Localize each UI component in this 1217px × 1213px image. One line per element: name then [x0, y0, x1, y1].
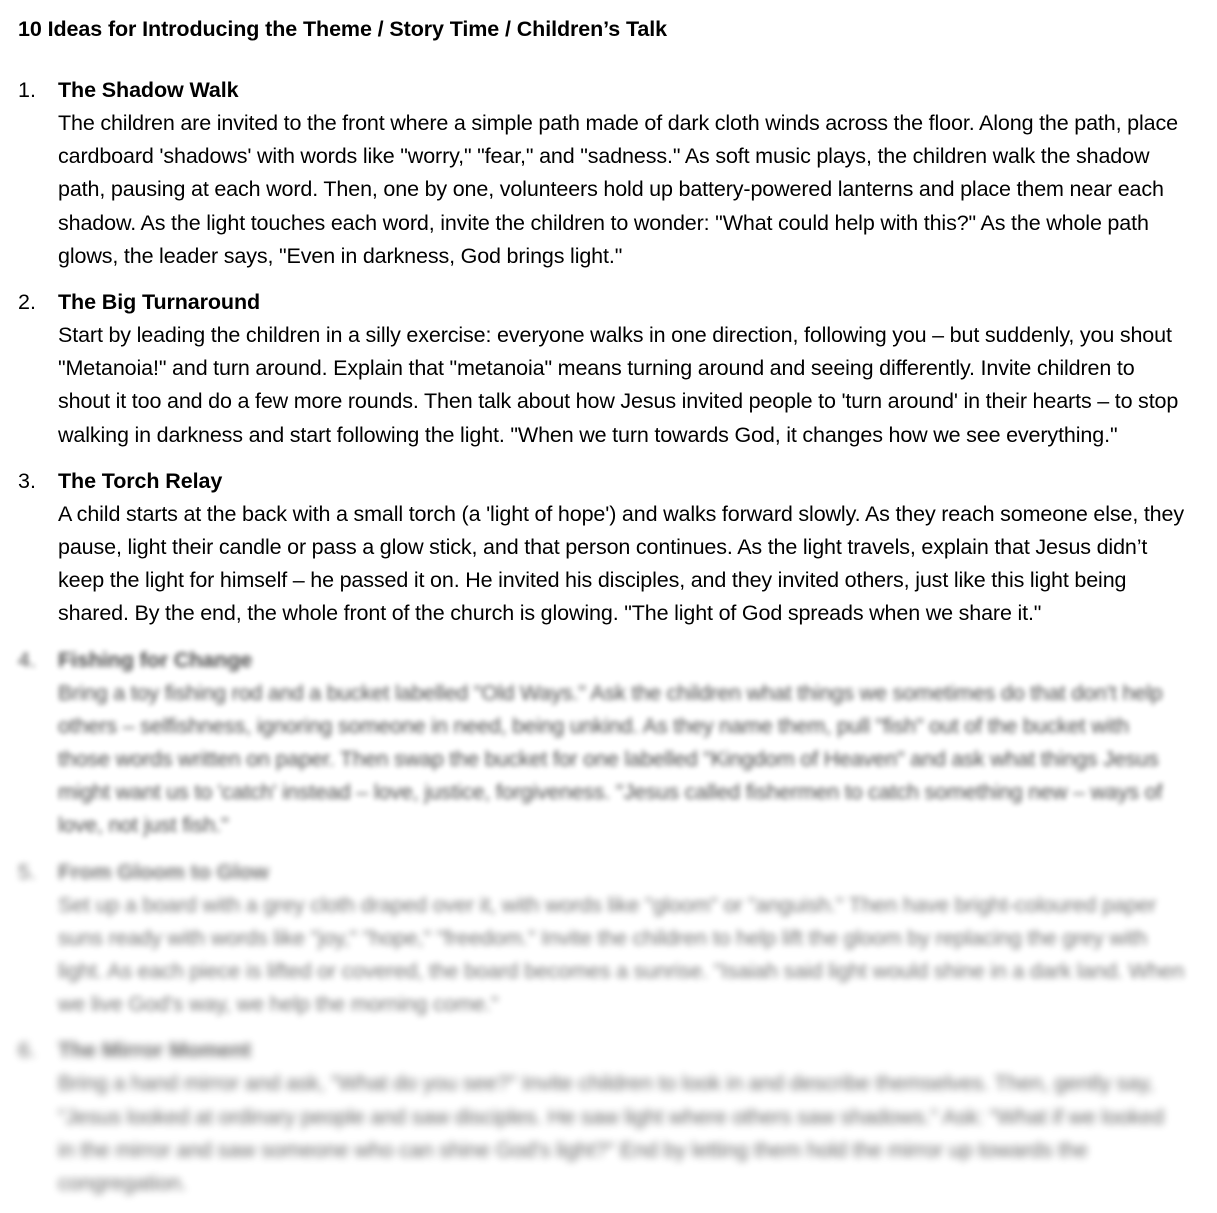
list-item — [0, 644, 1217, 843]
ideas-list — [0, 74, 1217, 1200]
list-item — [0, 286, 1217, 452]
list-item-heading: The Torch Relay — [58, 468, 223, 493]
list-item-heading: The Mirror Moment — [58, 1038, 251, 1063]
list-item-number: 3. — [18, 468, 36, 493]
list-item-body: A child starts at the back with a small torch (a 'light of hope') and walks forward slowly. As they reach someone else, they pause, light their candle or pass a glow stick, and that person continues. As the light travels, explain that Jesus didn’t keep the light for himself – he passed it on. He invited his disciples, and they invited others, just like this light being shared. By the end, the whole front of the church is glowing. "The light of God spreads when we share it." — [58, 501, 1184, 626]
page-title: 10 Ideas for Introducing the Theme / Story Time / Children’s Talk — [18, 17, 667, 41]
list-item-heading: From Gloom to Glow — [58, 859, 269, 884]
list-item-body: Start by leading the children in a silly exercise: everyone walks in one direction, following you – but suddenly, you shout "Metanoia!" and turn around. Explain that "metanoia" means turning around and seeing differently. Invite children to shout it too and do a few more rounds. Then talk about how Jesus invited people to 'turn around' in their hearts – to stop walking in darkness and start following the light. "When we turn towards God, it changes how we see everything." — [58, 322, 1179, 447]
list-item-heading: Fishing for Change — [58, 647, 253, 672]
list-item-body: Set up a board with a grey cloth draped over it, with words like "gloom" or "anguish." Then have bright-coloured paper suns ready with words like "joy," "hope," "freedom." Invite the children to help lift the gloom by replacing the grey with light. As each piece is lifted or covered, the board becomes a sunrise. "Isaiah said light would shine in a dark land. When we live God's way, we help the morning come." — [58, 892, 1185, 1017]
list-item-number: 6. — [18, 1038, 36, 1063]
list-item — [0, 1034, 1217, 1200]
list-item — [0, 465, 1217, 631]
list-item-number: 5. — [18, 859, 36, 884]
list-item-number: 1. — [18, 77, 36, 102]
list-item — [0, 74, 1217, 273]
list-item-body: Bring a toy fishing rod and a bucket labelled "Old Ways." Ask the children what things we sometimes do that don't help others – selfishness, ignoring someone in need, being unkind. As they name them, pull "fish" out of the bucket with those words written on paper. Then swap the bucket for one labelled "Kingdom of Heaven" and ask what things Jesus might want us to 'catch' instead – love, justice, forgiveness. "Jesus called fishermen to catch something new – ways of love, not just fish." — [58, 680, 1163, 838]
list-item-heading: The Shadow Walk — [58, 77, 239, 102]
list-item-heading: The Big Turnaround — [58, 289, 261, 314]
list-item-number: 2. — [18, 289, 36, 314]
list-item — [0, 856, 1217, 1022]
list-item-body: Bring a hand mirror and ask, "What do you see?" Invite children to look in and describe themselves. Then, gently say, "Jesus looked at ordinary people and saw disciples. He saw light where others saw shadows." Ask: "What if we looked in the mirror and saw someone who can shine God's light?" End by letting them hold the mirror up towards the congregation. — [58, 1071, 1164, 1196]
list-item-number: 4. — [18, 647, 36, 672]
list-item-body: The children are invited to the front where a simple path made of dark cloth winds across the floor. Along the path, place cardboard 'shadows' with words like "worry," "fear," and "sadness." As soft music plays, the children walk the shadow path, pausing at each word. Then, one by one, volunteers hold up battery-powered lanterns and place them near each shadow. As the light touches each word, invite the children to wonder: "What could help with this?" As the whole path glows, the leader says, "Even in darkness, God brings light." — [58, 110, 1178, 268]
